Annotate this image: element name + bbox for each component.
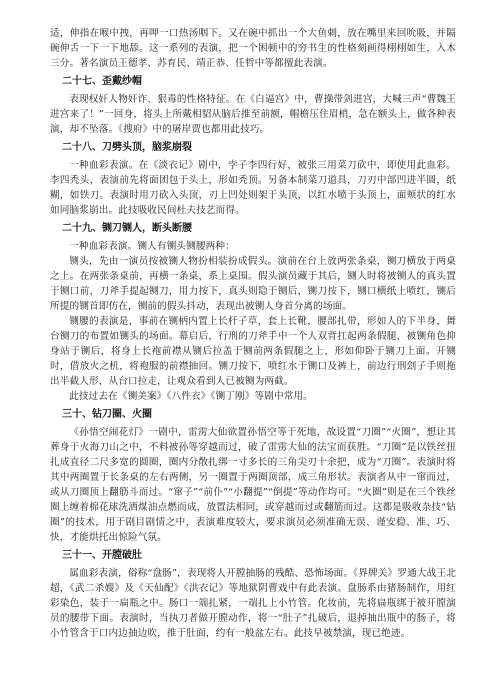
section-heading: 三十、钻刀圈、火圈 [62,409,152,420]
section-heading: 二十八、刀劈头顶，脑浆崩裂 [62,142,192,153]
paragraph: 一种血彩表演。在《淡衣记》剧中，孛子李四行好，被张三用菜刀砍中，即使用此血彩。李四秃头，表演前先将面团包于头上，形如秃顶。另备本制菜刀道具，刀刃中部凹进半圆，纸糊，如铁刀。表演时用刀砍入头顶，刃上凹处则架于头顶，以红水喷于头顶上，面颊状的红水如同脑浆崩出。此技吸收民间杜夫技艺而得。 [50,160,456,216]
section-continuation [50,26,456,71]
section-heading: 二十九、铡刀铡人，断头断腰 [62,223,192,234]
paragraph: 《孙悟空闹花灯》一剧中，雷雳大仙欲置孙悟空等于死地，故设置“刀圈”“火圈”，想让其葬身于火海刀山之中，不料被孙等穿越而过，破了雷雳大仙的法宝而获胜。“刀圈”是以铁丝扭扎成直径二尺多宽的圆圈，圈内分散扎绑一寸多长的三角尖刃十余把，成为“刀圈”。表演时将其中两圈置于长条桌的左右两侧，另一圈置于两圈顶部，成三角形状。表演者从中一窜而过，或从刀圈顶上翻筋斗而过。“窜子”“前仆”“小翻提”“倒提”等动作均可。“火圈”则是在三个铁丝圈上缠着棉花球洗洒煤油点燃而成，放置法相同，或穿越而过或翻筋而过。这都是吸收杂技“钻圈”的技术，用于剧目剧情之中，表演难度较大，要求演员必须准确无误、谨安稳、准、巧、快，才能烘托出惊险气氛。 [50,427,456,543]
section-29 [50,221,456,404]
paragraph: 铡头，先由一演员按被铡人物扮相装扮成假头。演前在台上放两张条桌，铡刀横放于两桌之上。在两张条桌前，再横一条桌，系上桌围。假头演员藏于其后，铡人时将被铡人的真头置于铡口前，刀斧手提起铡刀，用力按下，真头则隐于铡后，铡刀按下，铡口横纸上喷红，铡后所提的铡首即仿在，铡前的假头抖动，表现出被铡人身首分离的场面。 [50,256,456,312]
section-27 [50,74,456,137]
paragraph: 一种血彩表演。铡人有铡头铡腰两种： [69,241,235,252]
paragraph: 此技过去在《铡美案》《八件衣》《铡丁刚》等剧中常用。 [69,391,313,402]
paragraph: 表现权奸人物奸诈、狠毒的性格特征。在《白逼宫》中，曹操带剑进宫，大喊三声“曹魏王进宫来了！”一回身，将头上所戴相貂从脑后推至前额，帽檐压住眉梢，急在额头上，做各种表演，却不坠落。《搜府》中的屠岸贾也都用此技巧。 [50,94,456,135]
section-31 [50,548,456,641]
section-28 [50,140,456,218]
paragraph-continuation: 适，伸指在喉中拽，再呷一口热汤咽下。又在碗中抓出一个大鱼刺，放在嘴里来回吮吸，并隔碗伸舌一下一下地舔。这一系列的表演，把一个困顿中的穷书生的性格刻画得栩栩如生，入木三分。著名演员王德孝、苏育民、靖正恭、任哲中等都擅此表演。 [50,28,456,69]
paragraph: 铡腰的表演是，事前在铡柄内置上长杆子草，套上长靴，腰部扎带，形如人的下半身，舞台铡刀的布置如铡头的场面。幕启后，行刑的刀斧手中一个人双背扛起两条假腿，被铡角色抑身站于铡后，将身上长袍前襟从铡后拉盖于铡前两条假腿之上，形如仰卧于铡刀上面。开铡时，借放火之机，将袍服的前襟抽回。铡刀按下，喷红水于铡口及裤上，前边行刑刽子手则拖出半截人形，从台口拉走，让观众看到人已被铡为两截。 [50,316,456,387]
paragraph: 属血彩表演，俗称“盘肠”，表现将人开膛抽肠的残酷、恐怖场面。《界牌关》罗通大战王北超，《武二杀嫂》及《天仙配》《洪衣记》等地狱阴曹戏中有此表演。盘肠系由猪肠制作，用红彩染色，装于一扁瓶之中。肠口一端扎紧，一端扎上小竹管。化妆前，先将扁瓶绑于被开膛演员的腰带下面。表演时，当执刀者做开膛动作，将一“肚子”扎破后，退掉抽出瓶中的肠子，将小竹管含于口内边抽边吹，推于肚面，约有一般盆左右。此技早被禁演，现已绝迹。 [50,568,456,639]
section-30 [50,407,456,545]
section-heading: 二十七、歪戴纱帽 [62,76,142,87]
section-heading: 三十一、开膛破肚 [62,550,142,561]
